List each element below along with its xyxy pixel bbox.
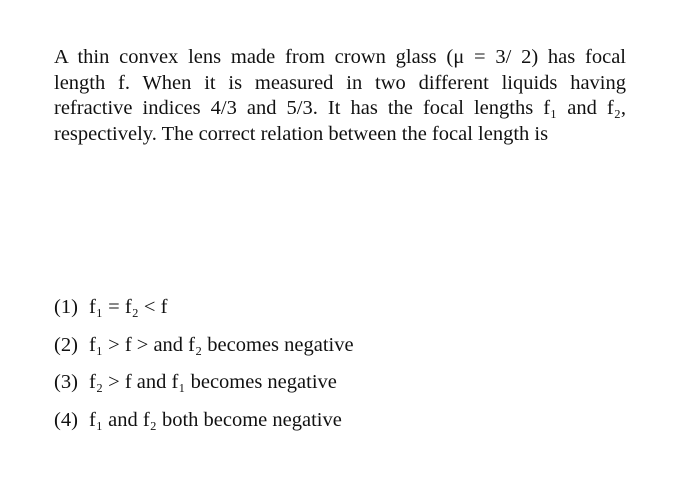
question-line: refractive indices 4/3 and 5/3. It has the focal lengths f₁ and f₂, [54, 97, 626, 119]
option-3 [54, 370, 354, 408]
answer-options [54, 295, 354, 445]
option-text: f₁ > f > and f₂ becomes negative [89, 333, 354, 356]
option-1 [54, 295, 354, 333]
option-2 [54, 333, 354, 371]
question-line: length f. When it is measured in two different liquids having [54, 71, 626, 94]
option-number: (4) [54, 408, 78, 431]
option-text: f₁ and f₂ both become negative [89, 408, 342, 431]
question-line: respectively. The correct relation between the focal length is [54, 122, 549, 145]
option-number: (3) [54, 371, 78, 393]
option-text: f₂ > f and f₁ becomes negative [89, 371, 337, 393]
option-number: (1) [54, 296, 78, 318]
option-text: f₁ = f₂ < f [89, 296, 168, 318]
option-4 [54, 408, 354, 446]
question-text [54, 45, 626, 147]
option-number: (2) [54, 333, 78, 356]
question-line: A thin convex lens made from crown glass (μ = 3/ 2) has focal [54, 46, 626, 68]
